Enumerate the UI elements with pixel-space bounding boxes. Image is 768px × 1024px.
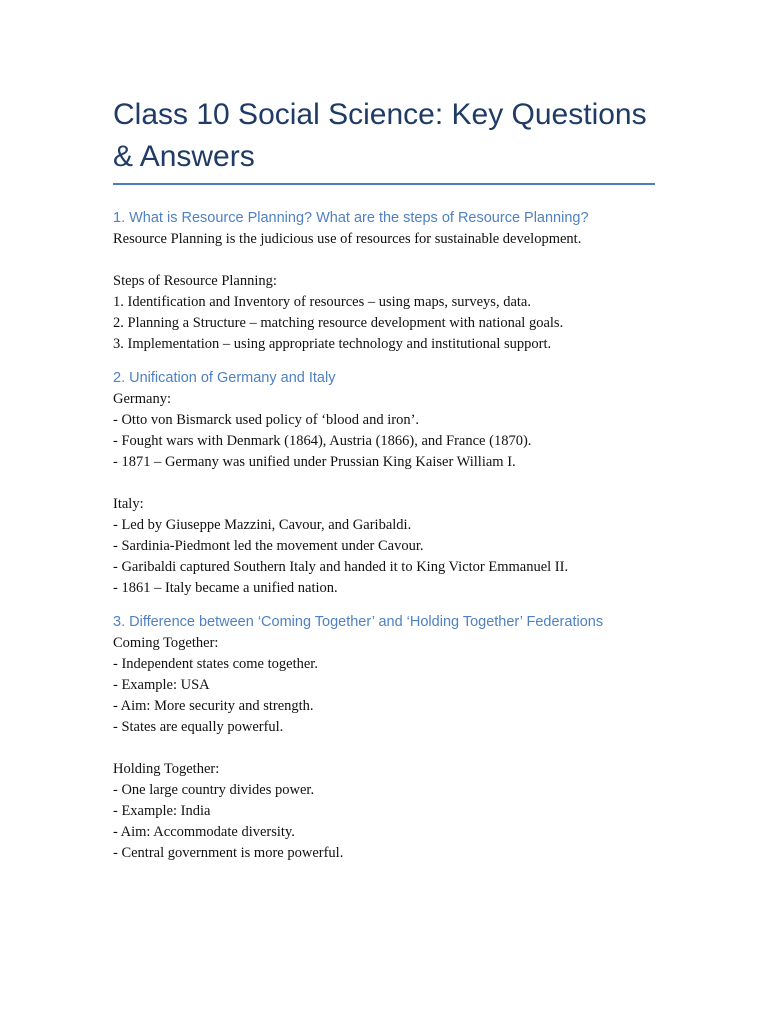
body-line: - 1861 – Italy became a unified nation. bbox=[113, 580, 338, 596]
body-line: Steps of Resource Planning: bbox=[113, 273, 277, 289]
body-line: Germany: bbox=[113, 391, 171, 407]
blank-line bbox=[113, 250, 658, 271]
body-line: - Central government is more powerful. bbox=[113, 845, 344, 861]
body-line: 2. Planning a Structure – matching resource development with national goals. bbox=[113, 315, 564, 331]
body-line: Resource Planning is the judicious use of resources for sustainable development. bbox=[113, 231, 582, 247]
body-line: - 1871 – Germany was unified under Prussian King Kaiser William I. bbox=[113, 454, 516, 470]
body-line: - Example: USA bbox=[113, 677, 210, 693]
title-underline bbox=[113, 183, 655, 185]
body-line: - Aim: More security and strength. bbox=[113, 698, 314, 714]
body-line: Holding Together: bbox=[113, 761, 220, 777]
section-federations bbox=[113, 611, 658, 864]
body-line: - Sardinia-Piedmont led the movement under Cavour. bbox=[113, 538, 424, 554]
body-line: - Aim: Accommodate diversity. bbox=[113, 824, 295, 840]
section-heading: 1. What is Resource Planning? What are the steps of Resource Planning? bbox=[113, 210, 589, 226]
blank-line bbox=[113, 738, 658, 759]
body-line: - Otto von Bismarck used policy of ‘blood and iron’. bbox=[113, 412, 420, 428]
body-line: - States are equally powerful. bbox=[113, 719, 284, 735]
body-line: Italy: bbox=[113, 496, 144, 512]
body-line: - One large country divides power. bbox=[113, 782, 315, 798]
body-line: - Garibaldi captured Southern Italy and handed it to King Victor Emmanuel II. bbox=[113, 559, 569, 575]
body-line: 1. Identification and Inventory of resources – using maps, surveys, data. bbox=[113, 294, 531, 310]
body-line: - Led by Giuseppe Mazzini, Cavour, and Garibaldi. bbox=[113, 517, 412, 533]
section-heading: 3. Difference between ‘Coming Together’ and ‘Holding Together’ Federations bbox=[113, 614, 604, 630]
document-title: Class 10 Social Science: Key Questions & Answers bbox=[113, 98, 647, 173]
body-line: 3. Implementation – using appropriate technology and institutional support. bbox=[113, 336, 552, 352]
body-line: - Independent states come together. bbox=[113, 656, 318, 672]
section-heading: 2. Unification of Germany and Italy bbox=[113, 370, 336, 386]
section-resource-planning bbox=[113, 207, 658, 355]
body-line: Coming Together: bbox=[113, 635, 219, 651]
body-line: - Example: India bbox=[113, 803, 211, 819]
section-unification bbox=[113, 367, 658, 599]
body-line: - Fought wars with Denmark (1864), Austria (1866), and France (1870). bbox=[113, 433, 532, 449]
blank-line bbox=[113, 473, 658, 494]
